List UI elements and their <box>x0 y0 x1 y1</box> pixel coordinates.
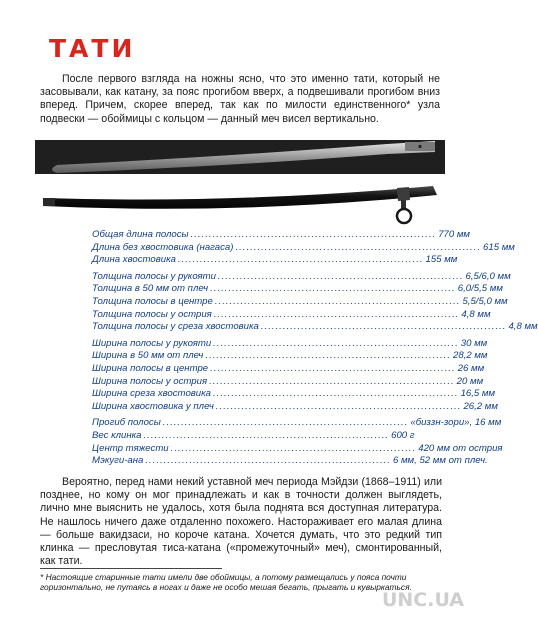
footnote: * Настоящие старинные тати имели две обоймицы, а потому размещались у пояса почти горизонтально, не путаясь в ногах и даже не особо мешая бегать, прыгать и кувыркаться. <box>40 572 412 593</box>
spec-value: 16,5 мм <box>460 388 496 400</box>
spec-label: Общая длина полосы <box>92 229 189 240</box>
spec-label: Мэкуги-ана <box>92 455 144 467</box>
spec-value: 28,2 мм <box>453 350 488 362</box>
spec-label: Центр тяжести <box>92 442 169 454</box>
suspension-ring-icon <box>397 200 411 223</box>
footnote-divider <box>40 568 222 569</box>
spec-row: Длина хвостовика ................................................................... 155 мм <box>92 254 458 266</box>
spec-label: Вес клинка <box>92 429 142 441</box>
sword-photo <box>35 132 445 230</box>
spec-label: Длина хвостовика <box>92 254 176 266</box>
specifications-table <box>92 229 538 468</box>
spec-row: Толщина полосы в центре ................................................................... 5,5/5,0 мм <box>92 295 508 307</box>
spec-value: 26,2 мм <box>463 400 498 412</box>
spec-row: Длина без хвостовика (нагаса) ................................................................... 615 мм <box>92 241 515 253</box>
spec-label: Ширина полосы в центре <box>92 362 209 374</box>
spec-label: Ширина полосы у рукояти <box>92 337 212 349</box>
spec-row: Ширина полосы у рукояти ................................................................... 30 мм <box>92 337 488 349</box>
spec-row: Толщина в 50 мм от плеч ................................................................... 6,0/5,5 мм <box>92 283 503 295</box>
spec-value: 6,5/6,0 мм <box>465 270 511 282</box>
spec-value: «биззн-зори», 16 мм <box>410 417 502 429</box>
spec-label: Ширина в 50 мм от плеч <box>92 350 204 362</box>
spec-row: Прогиб полосы ................................................................... «биззн-зори», 16 мм <box>92 417 502 429</box>
sword-blade-icon <box>35 140 445 174</box>
spec-value: 4,8 мм <box>508 321 538 333</box>
spec-row: Ширина среза хвостовика ................................................................... 16,5 мм <box>92 388 496 400</box>
spec-value: 5,5/5,0 мм <box>462 295 508 307</box>
spec-value: 6,0/5,5 мм <box>457 283 503 295</box>
spec-label: Длина без хвостовика (нагаса) <box>92 241 234 253</box>
spec-value: 6 мм, 52 мм от плеч. <box>392 455 488 467</box>
page-title: ТАТИ <box>49 34 136 63</box>
spec-value: 600 г <box>391 429 415 441</box>
spec-label: Ширина хвостовика у плеч <box>92 400 214 412</box>
spec-label: Ширина среза хвостовика <box>92 388 211 400</box>
spec-value: 20 мм <box>456 375 484 387</box>
scabbard-icon <box>43 186 437 209</box>
body-paragraph: Вероятно, перед нами некий уставной меч периода Мэйдзи (1868–1911) или позднее, но кому он мог принадлежать и как в точности должен выглядеть, лично мне выяснить не удалось, хотя была поднята вся доступная литература. Не нашлось ничего даже отдаленно похожего. Настораживает его малая длина — больше вакидзаси, но короче катана. Хочется думать, что это редкий тип клинка — пресловутая тиса-катана («промежуточный» меч), смонтированный, как тати. <box>40 476 442 568</box>
spec-value: 26 мм <box>457 362 485 374</box>
spec-label: Прогиб полосы <box>92 417 161 429</box>
spec-row: Ширина полосы в центре ................................................................... 26 мм <box>92 362 485 374</box>
spec-label: Толщина полосы у среза хвостовика <box>92 321 259 333</box>
spec-row: Ширина хвостовика у плеч ................................................................... 26,2 мм <box>92 400 498 412</box>
spec-row: Толщина полосы у рукояти ................................................................... 6,5/6,0 мм <box>92 270 511 282</box>
spec-value: 155 мм <box>425 254 458 266</box>
spec-row: Толщина полосы у среза хвостовика ................................................................... 4,8 мм <box>92 321 538 333</box>
spec-value: 30 мм <box>460 337 488 349</box>
watermark-logo: UNC.UA <box>381 589 464 611</box>
spec-label: Ширина полосы у острия <box>92 375 208 387</box>
spec-row: Вес клинка ................................................................... 600 г <box>92 429 415 441</box>
spec-row: Общая длина полосы ................................................................... 770 мм <box>92 229 471 240</box>
spec-value: 770 мм <box>438 229 471 240</box>
intro-paragraph: После первого взгляда на ножны ясно, что это именно тати, который не засовывали, как катану, за пояс прогибом вверх, а подвешивали прогибом вниз вперед. Причем, скорее вперед, так как по милости единственного* узла подвески — обоймицы с кольцом — данный меч висел вертикально. <box>40 73 440 125</box>
spec-row: Ширина полосы у острия ................................................................... 20 мм <box>92 375 484 387</box>
spec-row: Мэкуги-ана ................................................................... 6 мм, 52 мм от плеч. <box>92 455 488 467</box>
spec-row: Толщина полосы у острия ................................................................... 4,8 мм <box>92 308 491 320</box>
spec-value: 4,8 мм <box>461 308 491 320</box>
spec-value: 420 мм от острия <box>418 442 503 454</box>
spec-value: 615 мм <box>483 241 515 253</box>
spec-label: Толщина полосы в центре <box>92 295 213 307</box>
spec-label: Толщина в 50 мм от плеч <box>92 283 209 295</box>
spec-label: Толщина полосы у острия <box>92 308 212 320</box>
spec-row: Центр тяжести ................................................................... 420 мм от острия <box>92 442 503 454</box>
spec-label: Толщина полосы у рукояти <box>92 270 216 282</box>
spec-row: Ширина в 50 мм от плеч ................................................................... 28,2 мм <box>92 350 488 362</box>
